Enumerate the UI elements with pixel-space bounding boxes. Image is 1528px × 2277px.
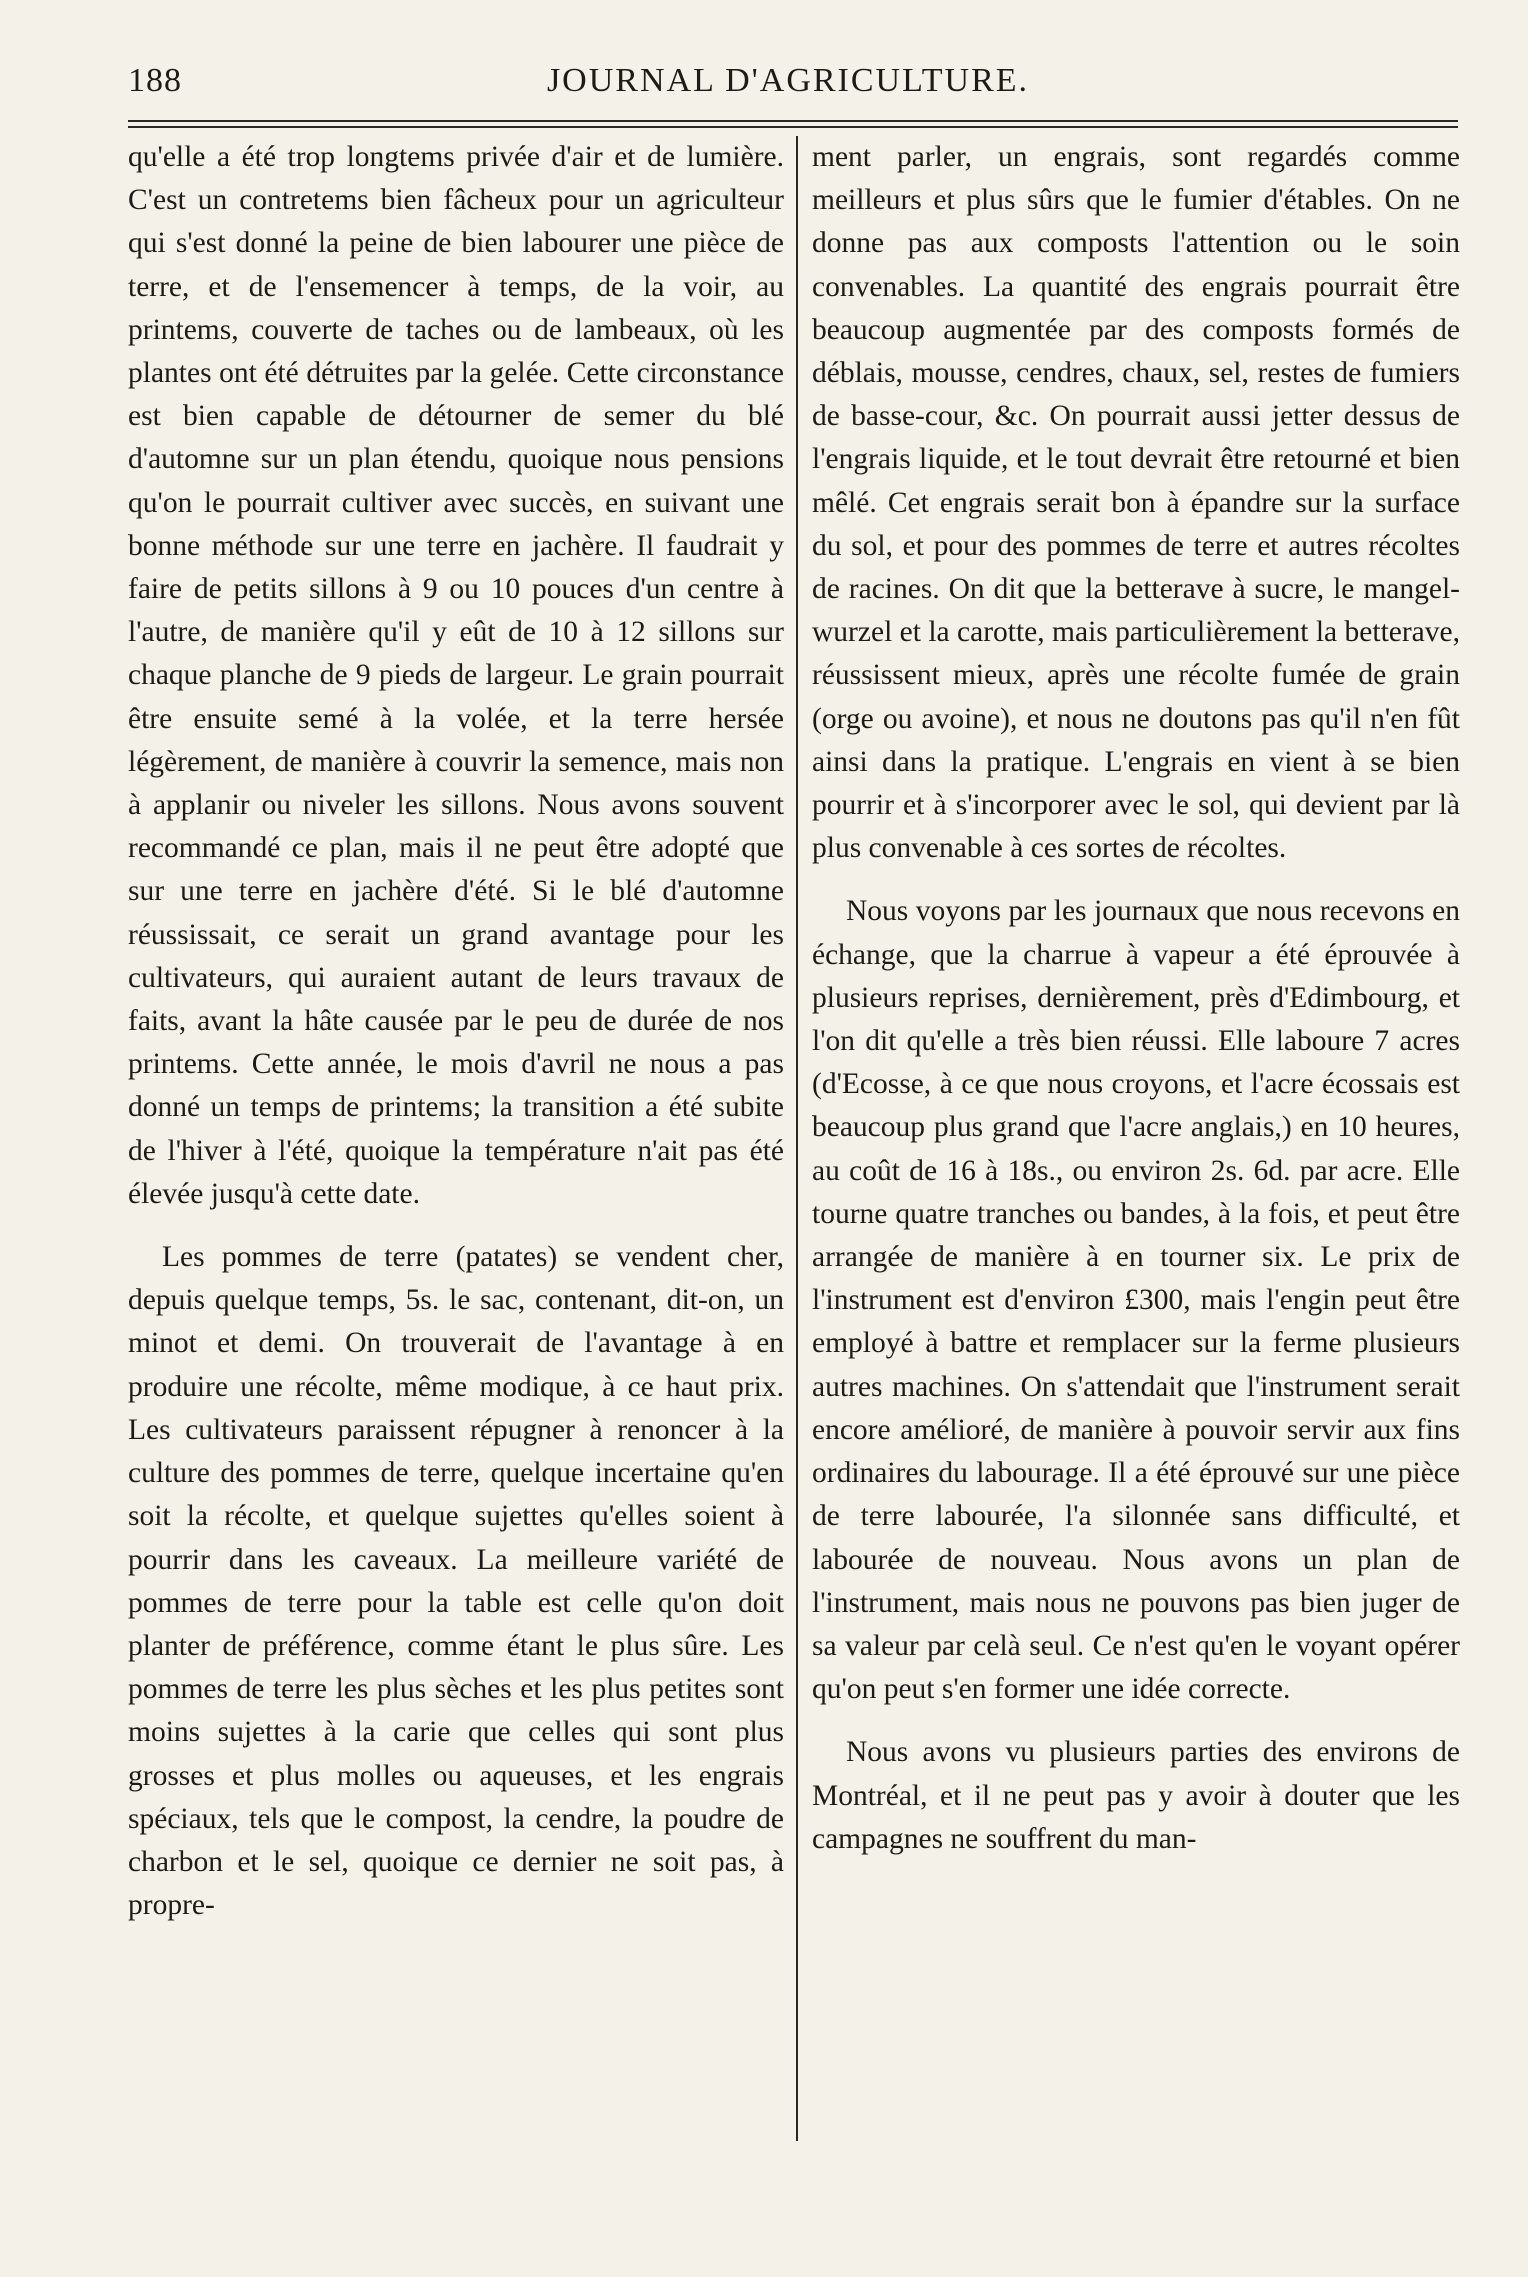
right-column <box>812 136 1460 2246</box>
right-paragraph-3: Nous avons vu plusieurs parties des environs de Montréal, et il ne peut pas y avoir à douter que les campagnes ne souffrent du man- <box>812 1736 1460 1855</box>
header-rule-bottom <box>128 126 1458 128</box>
left-column <box>128 136 784 2246</box>
page-header <box>118 62 1458 108</box>
column-divider <box>796 136 798 2141</box>
header-rule-top <box>128 120 1458 122</box>
right-paragraph-1: ment parler, un engrais, sont regardés comme meilleurs et plus sûrs que le fumier d'étables. On ne donne pas aux composts l'attention ou le soin convenables. La quantité des engrais pourrait être beaucoup augmentée par des composts formés de déblais, mousse, cendres, chaux, sel, restes de fumiers de basse-cour, &c. On pourrait aussi jetter dessus de l'engrais liquide, et le tout devrait être retourné et bien mêlé. Cet engrais serait bon à épandre sur la surface du sol, et pour des pommes de terre et autres récoltes de racines. On dit que la betterave à sucre, le mangel-wurzel et la carotte, mais particulièrement la betterave, réussissent mieux, après une récolte fumée de grain (orge ou avoine), et nous ne doutons pas qu'il n'en fût ainsi dans la pratique. L'engrais en vient à se bien pourrir et à s'incorporer avec le sol, qui devient par là plus convenable à ces sortes de récoltes. <box>812 141 1460 865</box>
left-paragraph-2: Les pommes de terre (patates) se vendent cher, depuis quelque temps, 5s. le sac, contenant, dit-on, un minot et demi. On trouverait de l'avantage à en produire une récolte, même modique, à ce haut prix. Les cultivateurs paraissent répugner à renoncer à la culture des pommes de terre, quelque incertaine qu'en soit la récolte, et quelque sujettes qu'elles soient à pourrir dans les caveaux. La meilleure variété de pommes de terre pour la table est celle qu'on doit planter de préférence, comme étant le plus sûre. Les pommes de terre les plus sèches et les plus petites sont moins sujettes à la carie que celles qui sont plus grosses et plus molles ou aqueuses, et les engrais spéciaux, tels que le compost, la cendre, la poudre de charbon et le sel, quoique ce dernier ne soit pas, à propre- <box>128 1241 784 1922</box>
running-title: JOURNAL D'AGRICULTURE. <box>546 62 1030 99</box>
right-paragraph-2: Nous voyons par les journaux que nous recevons en échange, que la charrue à vapeur a été éprouvée à plusieurs reprises, dernièrement, près d'Edimbourg, et l'on dit qu'elle a très bien réussi. Elle laboure 7 acres (d'Ecosse, à ce que nous croyons, et l'acre écossais est beaucoup plus grand que l'acre anglais,) en 10 heures, au coût de 16 à 18s., ou environ 2s. 6d. par acre. Elle tourne quatre tranches ou bandes, à la fois, et peut être arrangée de manière à en tourner six. Le prix de l'instrument est d'environ £300, mais l'engin peut être employé à battre et remplacer sur la ferme plusieurs autres machines. On s'attendait que l'instrument serait encore amélioré, de manière à pouvoir servir aux fins ordinaires du labourage. Il a été éprouvé sur une pièce de terre labourée, l'a silonnée sans difficulté, et labourée de nouveau. Nous avons un plan de l'instrument, mais nous ne pouvons pas bien juger de sa valeur par celà seul. Ce n'est qu'en le voyant opérer qu'on peut s'en former une idée correcte. <box>812 895 1460 1706</box>
left-paragraph-1: qu'elle a été trop longtems privée d'air et de lumière. C'est un contretems bien fâcheux pour un agriculteur qui s'est donné la peine de bien labourer une pièce de terre, et de l'ensemencer à temps, de la voir, au printems, couverte de taches ou de lambeaux, où les plantes ont été détruites par la gelée. Cette circonstance est bien capable de détourner de semer du blé d'automne sur un plan étendu, quoique nous pensions qu'on le pourrait cultiver avec succès, en suivant une bonne méthode sur une terre en jachère. Il faudrait y faire de petits sillons à 9 ou 10 pouces d'un centre à l'autre, de manière qu'il y eût de 10 à 12 sillons sur chaque planche de 9 pieds de largeur. Le grain pourrait être ensuite semé à la volée, et la terre hersée légèrement, de manière à couvrir la semence, mais non à applanir ou niveler les sillons. Nous avons souvent recommandé ce plan, mais il ne peut être adopté que sur une terre en jachère d'été. Si le blé d'automne réussissait, ce serait un grand avantage pour les cultivateurs, qui auraient autant de leurs travaux de faits, avant la hâte causée par le peu de durée de nos printems. Cette année, le mois d'avril ne nous a pas donné un temps de printems; la transition a été subite de l'hiver à l'été, quoique la température n'ait pas été élevée jusqu'à cette date. <box>128 141 784 1210</box>
page-number: 188 <box>128 62 182 99</box>
